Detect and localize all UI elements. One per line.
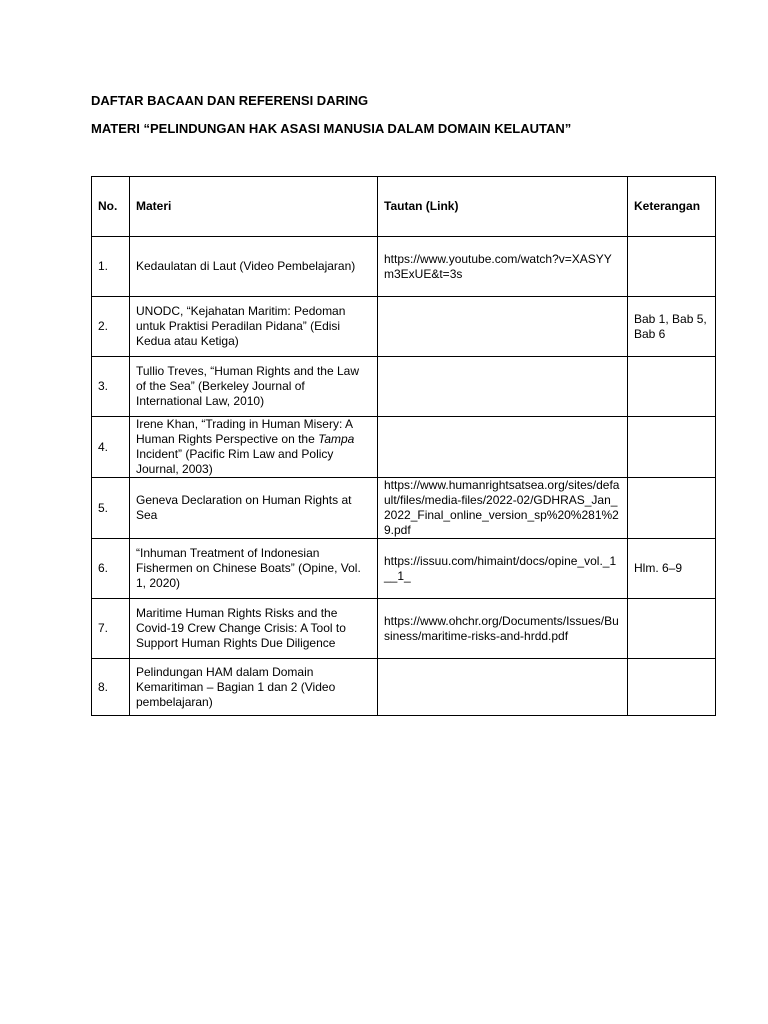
keterangan-cell: [628, 237, 716, 297]
keterangan-cell: [628, 599, 716, 659]
row-number: 2.: [92, 297, 130, 357]
document-subtitle: MATERI “PELINDUNGAN HAK ASASI MANUSIA DALAM DOMAIN KELAUTAN”: [91, 121, 572, 136]
link-cell: [378, 659, 628, 716]
table-row: [92, 417, 716, 478]
reference-table: [91, 176, 716, 716]
row-number: 4.: [92, 417, 130, 478]
link-cell: [378, 417, 628, 478]
materi-cell: Pelindungan HAM dalam Domain Kemaritiman – Bagian 1 dan 2 (Video pembelajaran): [130, 659, 378, 716]
materi-text-part: Incident” (Pacific Rim Law and Policy Journal, 2003): [136, 447, 334, 476]
link-cell: [378, 297, 628, 357]
table-header-row: [92, 177, 716, 237]
materi-cell: Tullio Treves, “Human Rights and the Law of the Sea” (Berkeley Journal of International Law, 2010): [130, 357, 378, 417]
keterangan-cell: [628, 478, 716, 539]
link-cell[interactable]: https://issuu.com/himaint/docs/opine_vol._1__1_: [378, 539, 628, 599]
keterangan-cell: [628, 357, 716, 417]
table-row: [92, 539, 716, 599]
header-keterangan: Keterangan: [628, 177, 716, 237]
link-cell[interactable]: https://www.ohchr.org/Documents/Issues/Business/maritime-risks-and-hrdd.pdf: [378, 599, 628, 659]
materi-cell: Geneva Declaration on Human Rights at Sea: [130, 478, 378, 539]
materi-text-part: Irene Khan, “Trading in Human Misery: A Human Rights Perspective on the: [136, 417, 353, 446]
materi-cell: Kedaulatan di Laut (Video Pembelajaran): [130, 237, 378, 297]
row-number: 7.: [92, 599, 130, 659]
keterangan-cell: [628, 417, 716, 478]
materi-cell: Maritime Human Rights Risks and the Covid-19 Crew Change Crisis: A Tool to Support Human Rights Due Diligence: [130, 599, 378, 659]
table-row: [92, 357, 716, 417]
row-number: 1.: [92, 237, 130, 297]
header-materi: Materi: [130, 177, 378, 237]
link-cell[interactable]: https://www.humanrightsatsea.org/sites/default/files/media-files/2022-02/GDHRAS_Jan_2022_Final_online_version_sp%20%281%29.pdf: [378, 478, 628, 539]
materi-italic-text: Tampa: [318, 432, 355, 446]
table-row: [92, 659, 716, 716]
row-number: 3.: [92, 357, 130, 417]
header-tautan: Tautan (Link): [378, 177, 628, 237]
header-no: No.: [92, 177, 130, 237]
materi-cell: “Inhuman Treatment of Indonesian Fishermen on Chinese Boats” (Opine, Vol. 1, 2020): [130, 539, 378, 599]
keterangan-cell: Hlm. 6–9: [628, 539, 716, 599]
link-cell: [378, 357, 628, 417]
materi-cell: [130, 417, 378, 478]
keterangan-cell: [628, 659, 716, 716]
link-cell[interactable]: https://www.youtube.com/watch?v=XASYYm3ExUE&t=3s: [378, 237, 628, 297]
row-number: 6.: [92, 539, 130, 599]
table-row: [92, 478, 716, 539]
row-number: 5.: [92, 478, 130, 539]
materi-cell: UNODC, “Kejahatan Maritim: Pedoman untuk Praktisi Peradilan Pidana” (Edisi Kedua atau Ketiga): [130, 297, 378, 357]
table-row: [92, 599, 716, 659]
document-title: DAFTAR BACAAN DAN REFERENSI DARING: [91, 93, 369, 108]
keterangan-cell: Bab 1, Bab 5, Bab 6: [628, 297, 716, 357]
table-row: [92, 297, 716, 357]
row-number: 8.: [92, 659, 130, 716]
table-row: [92, 237, 716, 297]
